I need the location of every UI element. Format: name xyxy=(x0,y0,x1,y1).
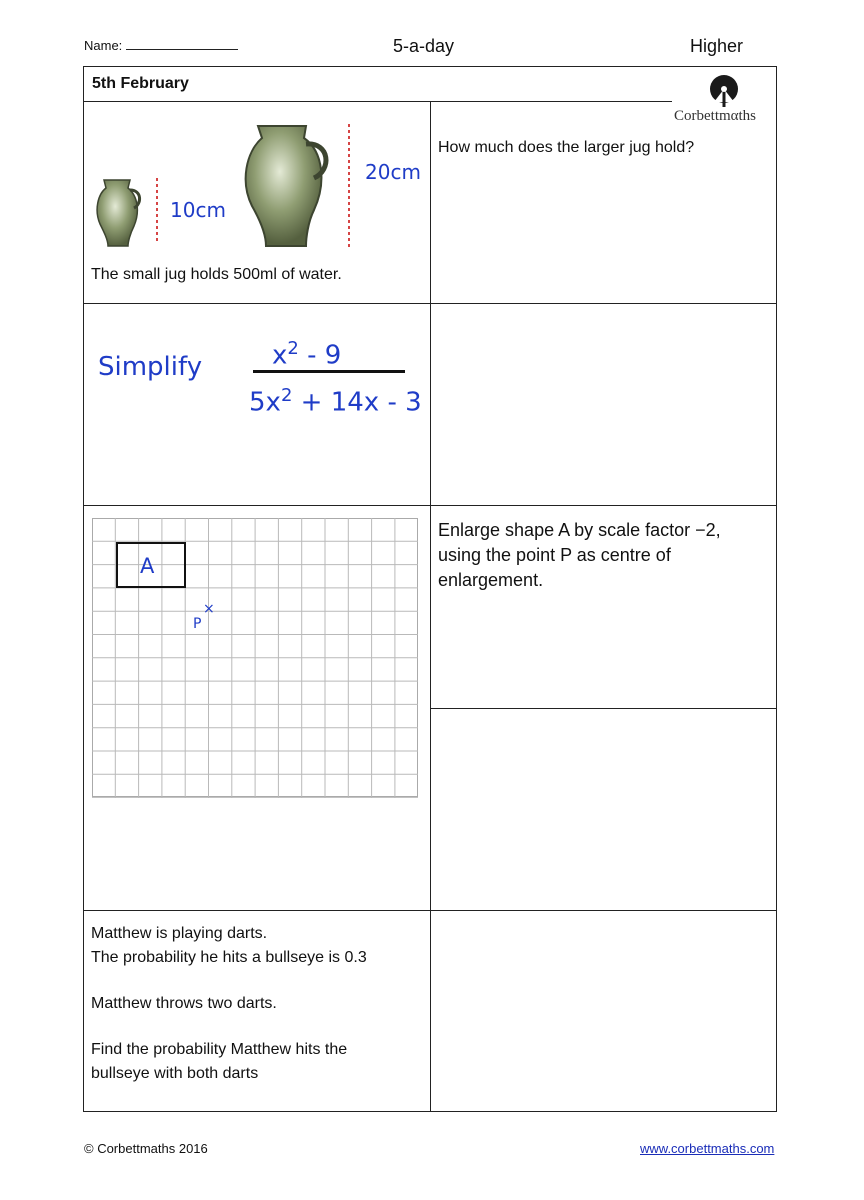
q4-line-4: Find the probability Matthew hits the xyxy=(91,1041,348,1058)
name-label: Name: xyxy=(84,38,123,53)
q1-question: How much does the larger jug hold? xyxy=(438,139,695,156)
q1-statement: The small jug holds 500ml of water. xyxy=(91,266,342,283)
numerator-rest: - 9 xyxy=(298,340,342,371)
q4-line-1: Matthew is playing darts. xyxy=(91,925,268,942)
footer-copyright: © Corbettmaths 2016 xyxy=(84,1141,208,1156)
q3-question-line-3: enlargement. xyxy=(438,570,544,590)
large-jug-image xyxy=(240,122,336,255)
q3-question-line-1: Enlarge shape A by scale factor −2, xyxy=(438,520,721,540)
q4-line-5: bullseye with both darts xyxy=(91,1065,259,1082)
small-jug-image xyxy=(94,176,146,253)
q2-instruction: Simplify xyxy=(98,352,203,382)
q4-line-3: Matthew throws two darts. xyxy=(91,995,277,1012)
q4-line-2: The probability he hits a bullseye is 0.3 xyxy=(91,949,367,966)
large-jug-height-label: 20cm xyxy=(365,160,421,184)
q4-question xyxy=(91,922,367,1086)
name-field[interactable] xyxy=(84,38,238,53)
row-divider-3 xyxy=(84,910,776,911)
small-jug-dimension-line xyxy=(155,178,159,249)
point-p-mark: × xyxy=(203,601,215,617)
point-p-label: P xyxy=(193,616,202,632)
numerator-exponent: 2 xyxy=(287,338,299,359)
logo-text: Corbettmαths xyxy=(674,108,757,124)
column-divider xyxy=(430,101,431,1112)
q2-denominator xyxy=(249,385,422,418)
small-jug-height-label: 10cm xyxy=(170,198,226,222)
footer-link[interactable]: www.corbettmaths.com xyxy=(640,1141,775,1156)
worksheet-title: 5-a-day xyxy=(393,36,455,56)
denominator-rest: + 14x - 3 xyxy=(292,387,422,418)
denominator-exponent: 2 xyxy=(280,385,293,406)
shape-a-label: A xyxy=(140,554,155,578)
worksheet-date: 5th February xyxy=(92,75,189,92)
fraction-bar xyxy=(253,370,405,373)
large-jug-dimension-line xyxy=(347,124,351,253)
name-blank-line[interactable] xyxy=(126,39,238,50)
row-divider-answer-3 xyxy=(430,708,776,709)
date-row-divider xyxy=(84,101,672,102)
numerator-base: x xyxy=(272,340,288,371)
q3-question-line-2: using the point P as centre of xyxy=(438,545,671,565)
denominator-coef: 5x xyxy=(249,387,281,418)
q3-question xyxy=(438,518,721,593)
row-divider-2 xyxy=(84,505,776,506)
level-label: Higher xyxy=(690,36,744,56)
row-divider-1 xyxy=(84,303,776,304)
q2-numerator xyxy=(272,338,341,371)
